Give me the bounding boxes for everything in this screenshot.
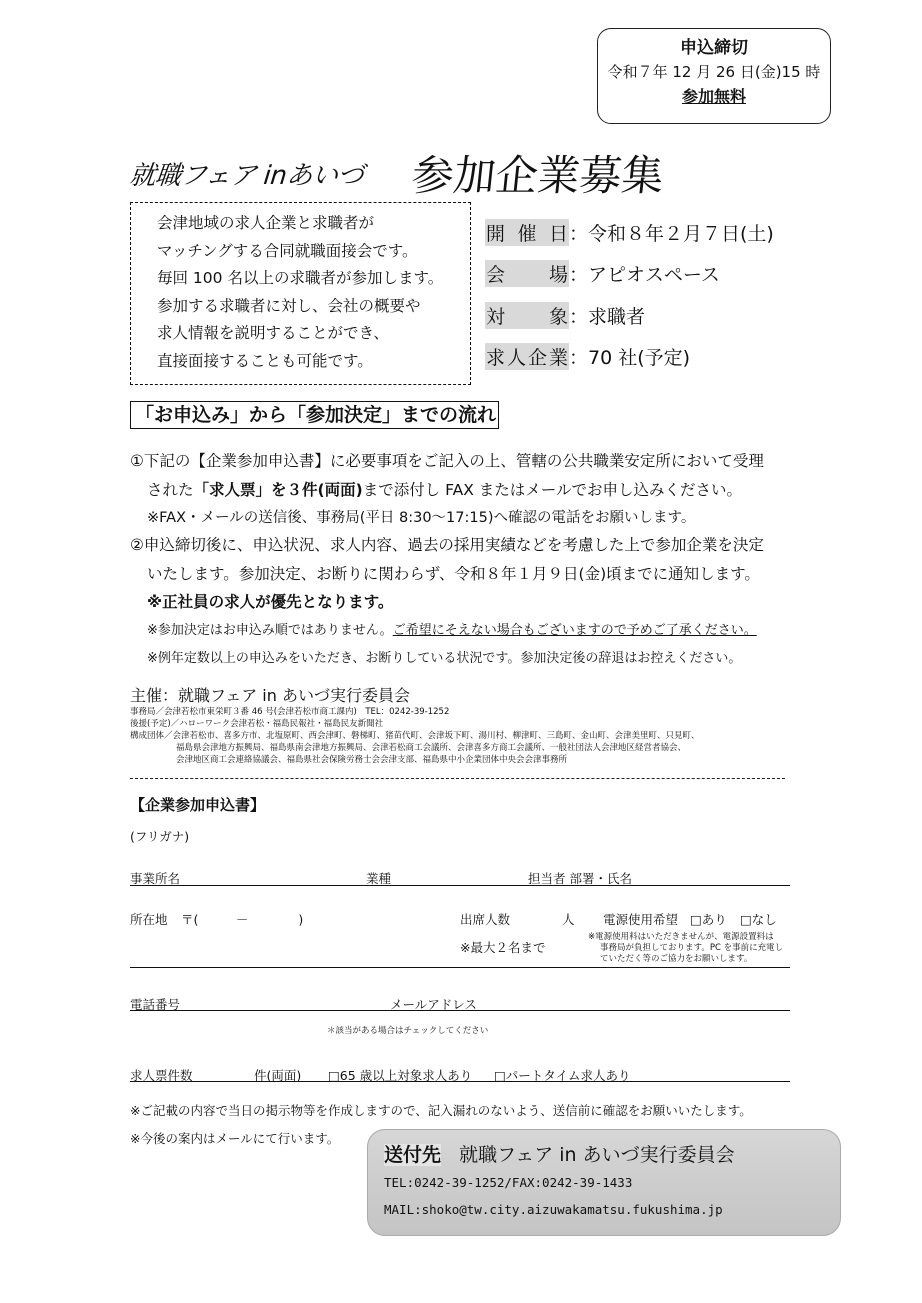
- priority-note: ※正社員の求人が優先となります。: [147, 593, 394, 611]
- deadline-box: [597, 28, 831, 124]
- members-line: 会津地区商工会連絡協議会、福島県社会保険労務士会会津支部、福島県中小企業団体中央会会津事務所: [176, 755, 568, 765]
- send-to-label: 送付先: [384, 1144, 442, 1166]
- intro-line: 参加する求職者に対し、会社の概要や: [157, 296, 421, 315]
- step2-line2: いたします。参加決定、お断りに関わらず、令和８年１月９日(金)頃までに通知します。: [147, 565, 760, 583]
- info-value: 70 社(予定): [588, 347, 691, 369]
- info-label: 対象: [485, 302, 569, 329]
- attendees-label: 出席人数: [460, 912, 511, 927]
- send-to-box: [367, 1129, 841, 1236]
- intro-line: マッチングする合同就職面接会です。: [157, 241, 418, 260]
- send-to-mail[interactable]: MAIL:shoko@tw.city.aizuwakamatsu.fukushima.jp: [384, 1202, 723, 1217]
- info-row-companies: 求人企業：70 社(予定): [485, 343, 690, 373]
- contact-label: 担当者 部署・氏名: [528, 871, 632, 886]
- step1-text: まで添付し FAX またはメールでお申し込みください。: [362, 481, 742, 499]
- postal-code-field[interactable]: 〒( － ): [181, 912, 304, 927]
- support-info: 後援(予定)／ハローワーク会津若松・福島民報社・福島民友新聞社: [130, 719, 384, 729]
- flow-heading: 「お申込み」から「参加決定」までの流れ: [130, 401, 499, 429]
- info-value: アピオスペース: [588, 264, 720, 286]
- selection-note: [147, 619, 757, 638]
- job-count-field[interactable]: [130, 1081, 790, 1082]
- form-note: ※ご記載の内容で当日の掲示物等を作成しますので、記入漏れのないよう、送信前に確認をお願いいたします。: [130, 1103, 752, 1118]
- job-count-label: 求人票件数: [130, 1068, 193, 1083]
- power-label: 電源使用希望: [603, 912, 679, 927]
- power-no-checkbox[interactable]: □なし: [740, 912, 777, 927]
- event-name: 就職フェア inあいづ: [128, 161, 365, 191]
- info-label: 開催日: [485, 219, 569, 246]
- address-label: 所在地: [130, 912, 168, 927]
- send-to-title: [384, 1140, 735, 1167]
- selection-note-underlined: ご希望にそえない場合もございますので予めご了承ください。: [392, 623, 757, 638]
- email-notice: ※今後の案内はメールにて行います。: [130, 1131, 340, 1146]
- step1-line2: [147, 478, 742, 500]
- power-yes-checkbox[interactable]: □あり: [690, 912, 727, 927]
- office-info: 事務局／会津若松市東栄町３番 46 号(会津若松市商工課内) TEL：0242-39-1252: [130, 707, 450, 717]
- step1-line1: ①下記の【企業参加申込書】に必要事項をご記入の上、管轄の公共職業安定所において受理: [130, 452, 764, 470]
- participation-fee: 参加無料: [681, 87, 746, 106]
- info-value: 求職者: [588, 306, 646, 328]
- step1-text: された: [147, 481, 194, 499]
- step1-note: ※FAX・メールの送信後、事務局(平日 8:30～17:15)へ確認の電話をお願いします。: [147, 510, 696, 526]
- phone-label: 電話番号: [130, 997, 181, 1012]
- step2-line1: ②申込締切後に、申込状況、求人内容、過去の採用実績などを考慮した上で参加企業を決定: [130, 536, 764, 554]
- page-title: 参加企業募集: [409, 151, 667, 200]
- intro-line: 求人情報を説明することができ、: [157, 324, 389, 342]
- intro-line: 会津地域の求人企業と求職者が: [157, 214, 375, 232]
- address-field[interactable]: [130, 967, 790, 968]
- info-row-date: 開催日：令和８年２月７日(土): [485, 219, 774, 249]
- power-note: ※電源使用料はいただきませんが、電源設置料は: [588, 932, 774, 942]
- job-count-unit: 件(両面): [254, 1068, 302, 1083]
- info-row-venue: 会場：アピオスペース: [485, 260, 720, 290]
- power-note: ていただく等のご協力をお願いします。: [600, 954, 753, 964]
- members-line: 構成団体／会津若松市、喜多方市、北塩原町、西会津町、磐梯町、猪苗代町、会津坂下町、湯川村、柳津町、三島町、金山町、会津美里町、只見町、: [130, 731, 700, 741]
- intro-line: 直接面接することも可能です。: [157, 351, 373, 370]
- send-to-name: 就職フェア in あいづ実行委員会: [459, 1144, 735, 1166]
- attendees-unit: 人: [562, 912, 575, 927]
- info-label: 会場: [485, 260, 569, 287]
- organizer: 主催：就職フェア in あいづ実行委員会: [130, 686, 410, 705]
- members-line: 福島県会津地方振興局、福島県南会津地方振興局、会津若松商工会議所、会津喜多方商工会議所、一般社団法人会津地区経営者協会、: [176, 743, 687, 753]
- info-row-target: 対象：求職者: [485, 302, 645, 332]
- info-value: 令和８年２月７日(土): [588, 223, 774, 245]
- intro-box: [130, 202, 471, 385]
- intro-line: 毎回 100 名以上の求職者が参加します。: [157, 269, 444, 287]
- business-name-field[interactable]: [130, 885, 790, 886]
- check-note: ＊該当がある場合はチェックしてください: [327, 1026, 489, 1036]
- deadline-date: 令和７年 12 月 26 日(金)15 時: [607, 63, 821, 81]
- form-title: 【企業参加申込書】: [130, 796, 266, 814]
- industry-label: 業種: [366, 871, 392, 886]
- selection-note-text: ※参加決定はお申込み順ではありません。: [147, 623, 393, 638]
- furigana-label: (フリガナ): [130, 829, 190, 844]
- info-label: 求人企業: [485, 343, 569, 370]
- phone-email-field[interactable]: [130, 1010, 790, 1011]
- step1-emphasis: 「求人票」を３件(両面): [193, 481, 363, 499]
- attendees-max-note: ※最大２名まで: [460, 940, 546, 955]
- decline-note: ※例年定数以上の申込みをいただき、お断りしている状況です。参加決定後の辞退はお控えください。: [147, 651, 742, 666]
- part-time-checkbox[interactable]: □パートタイム求人あり: [494, 1068, 631, 1083]
- deadline-title: 申込締切: [680, 38, 748, 58]
- power-note: 事務局が負担しております。PC を事前に充電し: [600, 943, 784, 953]
- send-to-tel-fax: TEL:0242-39-1252/FAX:0242-39-1433: [384, 1175, 633, 1190]
- cut-line: [130, 778, 785, 779]
- age65-checkbox[interactable]: □65 歳以上対象求人あり: [328, 1068, 473, 1083]
- email-label: メールアドレス: [390, 997, 477, 1012]
- business-name-label: 事業所名: [130, 871, 181, 886]
